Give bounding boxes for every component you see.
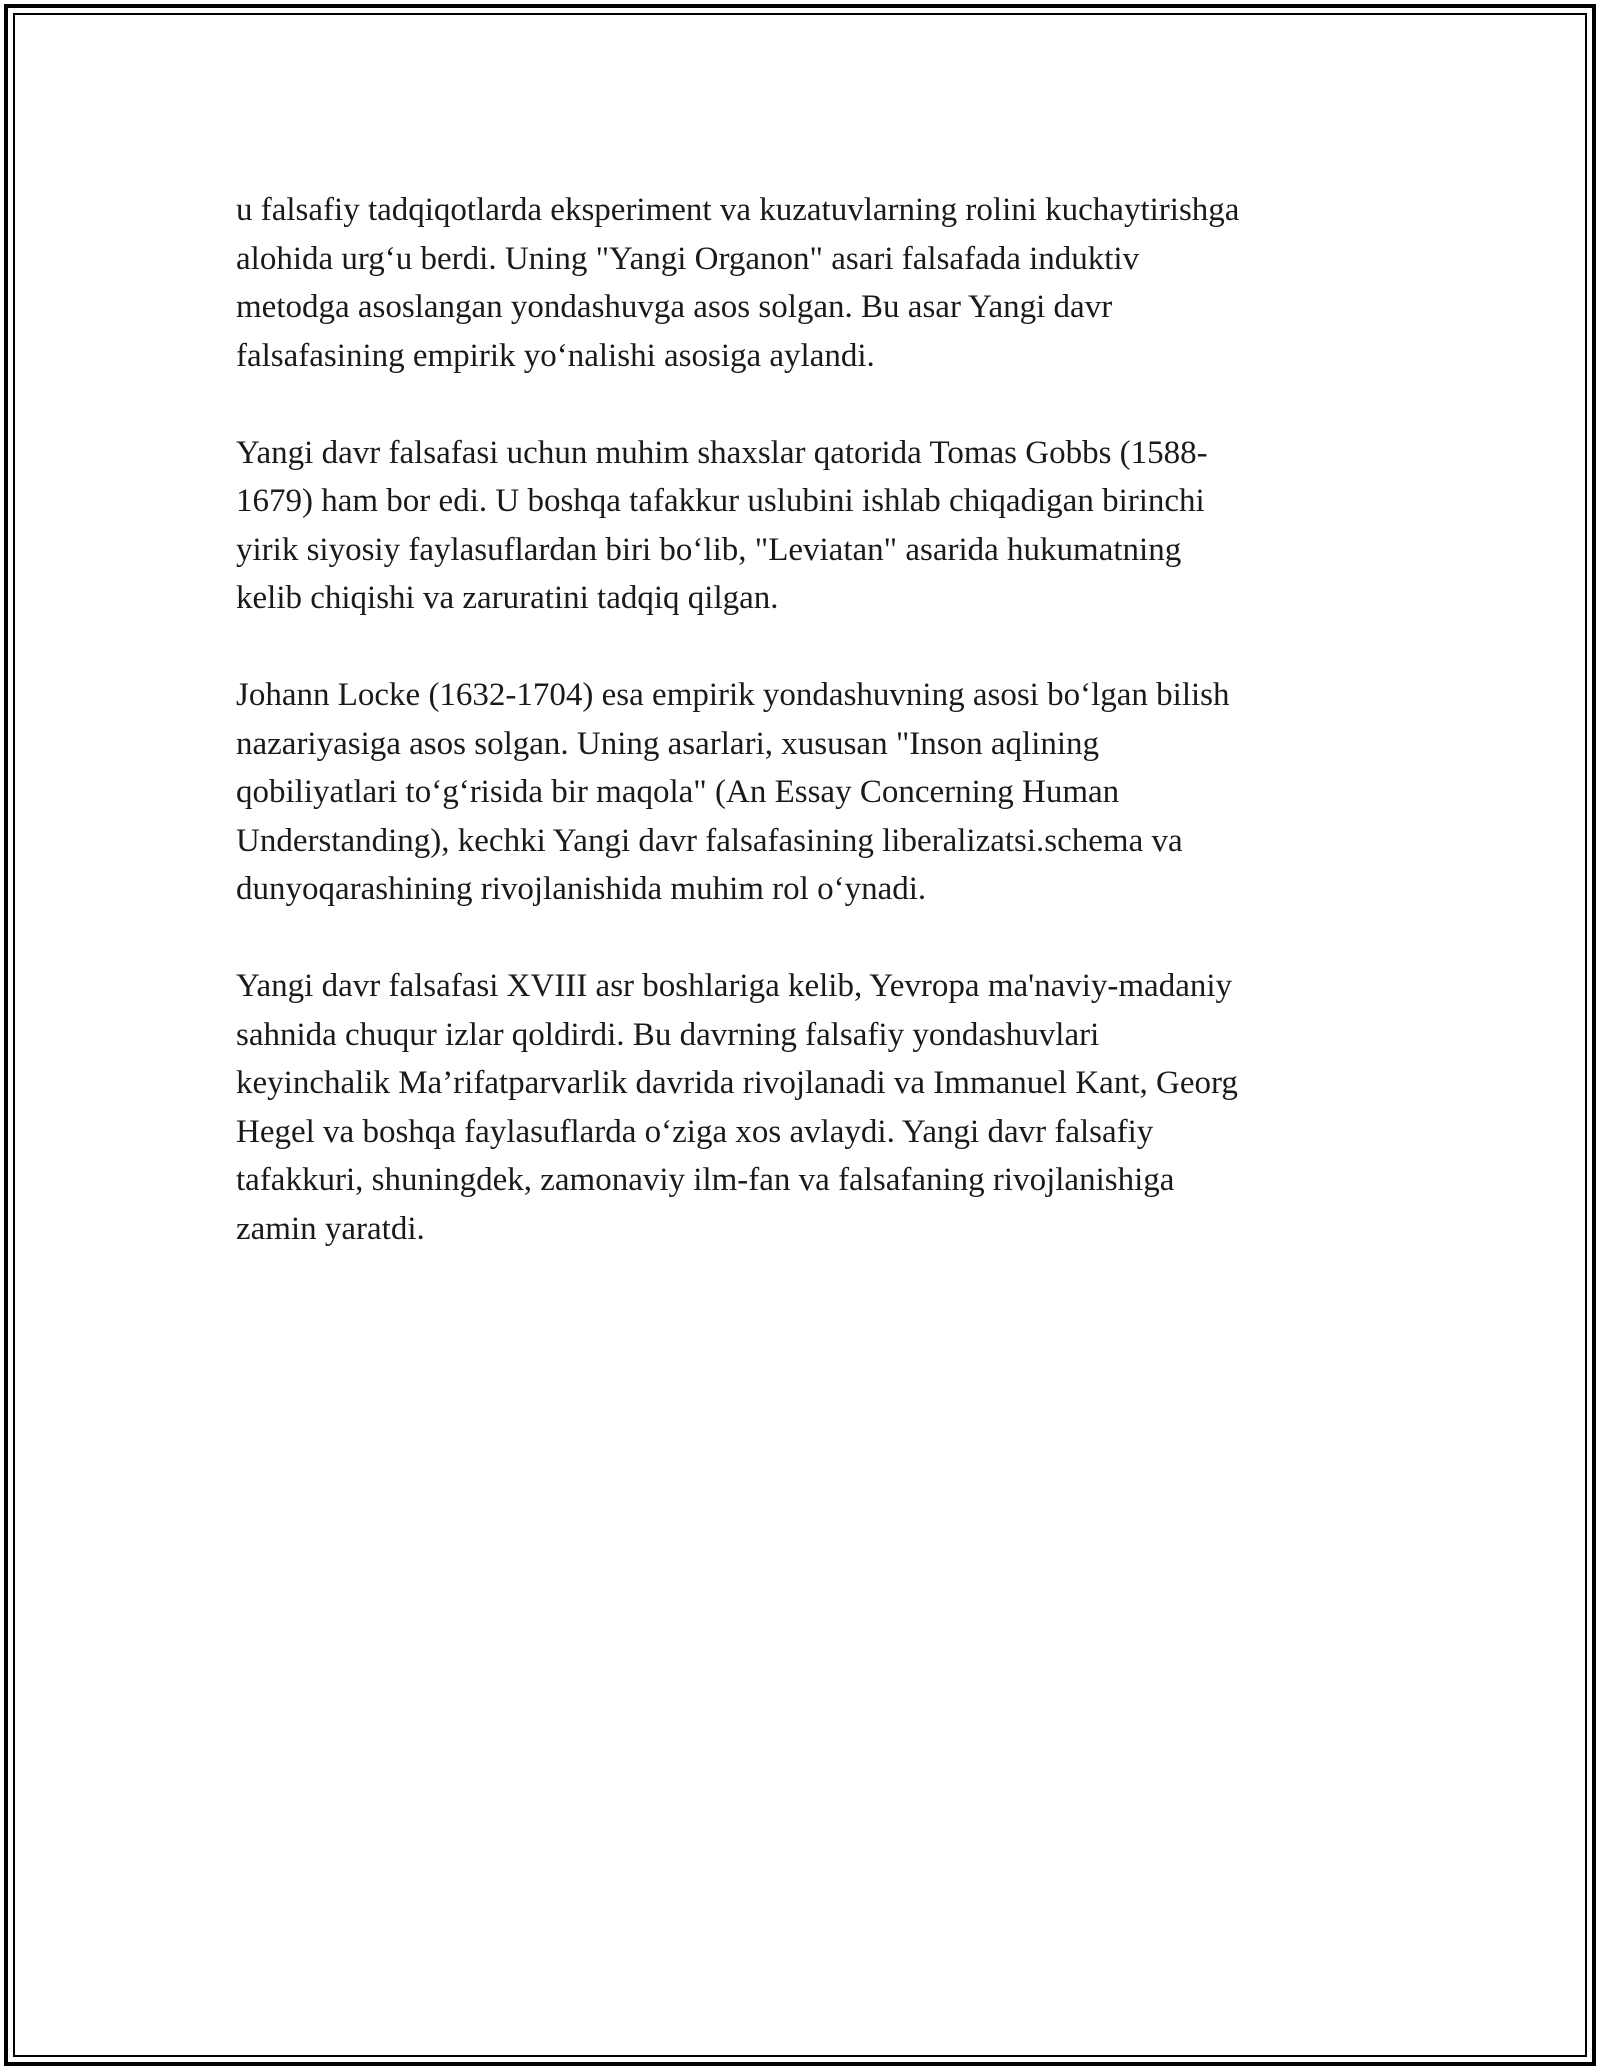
text-line: zamin yaratdi. (236, 1210, 425, 1247)
paragraph-locke (236, 671, 1366, 914)
paragraph-hobbes (236, 429, 1366, 623)
text-line: tafakkuri, shuningdek, zamonaviy ilm-fan va falsafaning rivojlanishiga (236, 1162, 1175, 1198)
text-line: u falsafiy tadqiqotlarda eksperiment va kuzatuvlarning rolini kuchaytirishga (236, 192, 1240, 228)
text-line: sahnida chuqur izlar qoldirdi. Bu davrning falsafiy yondashuvlari (236, 1016, 1100, 1053)
text-line: dunyoqarashining rivojlanishida muhim rol o‘ynadi. (236, 871, 927, 907)
text-line: Hegel va boshqa faylasuflarda o‘ziga xos avlaydi. Yangi davr falsafiy (236, 1113, 1154, 1150)
text-line: Johann Locke (1632-1704) esa empirik yondashuvning asosi bo‘lgan bilish (236, 677, 1230, 713)
text-line: Yangi davr falsafasi XVIII asr boshlariga kelib, Yevropa ma'naviy-madaniy (236, 968, 1233, 1004)
text-line: qobiliyatlari to‘g‘risida bir maqola" (An Essay Concerning Human (236, 774, 1120, 810)
text-line: Understanding), kechki Yangi davr falsafasining liberalizatsi.schema va (236, 822, 1183, 859)
text-line: 1679) ham bor edi. U boshqa tafakkur uslubini ishlab chiqadigan birinchi (236, 483, 1205, 519)
document-body (236, 186, 1366, 1302)
text-line: falsafasining empirik yo‘nalishi asosiga aylandi. (236, 337, 875, 374)
text-line: keyinchalik Ma’rifatparvarlik davrida rivojlanadi va Immanuel Kant, Georg (236, 1065, 1238, 1101)
text-line: kelib chiqishi va zaruratini tadqiq qilgan. (236, 580, 779, 616)
paragraph-bacon (236, 186, 1366, 380)
text-line: yirik siyosiy faylasuflardan biri bo‘lib, "Leviatan" asarida hukumatning (236, 531, 1182, 568)
text-line: Yangi davr falsafasi uchun muhim shaxslar qatorida Tomas Gobbs (1588- (236, 434, 1208, 471)
text-line: nazariyasiga asos solgan. Uning asarlari, xususan "Inson aqlining (236, 725, 1100, 762)
paragraph-enlightenment (236, 962, 1366, 1253)
text-line: alohida urg‘u berdi. Uning "Yangi Organon" asari falsafada induktiv (236, 240, 1140, 277)
text-line: metodga asoslangan yondashuvga asos solgan. Bu asar Yangi davr (236, 289, 1113, 325)
